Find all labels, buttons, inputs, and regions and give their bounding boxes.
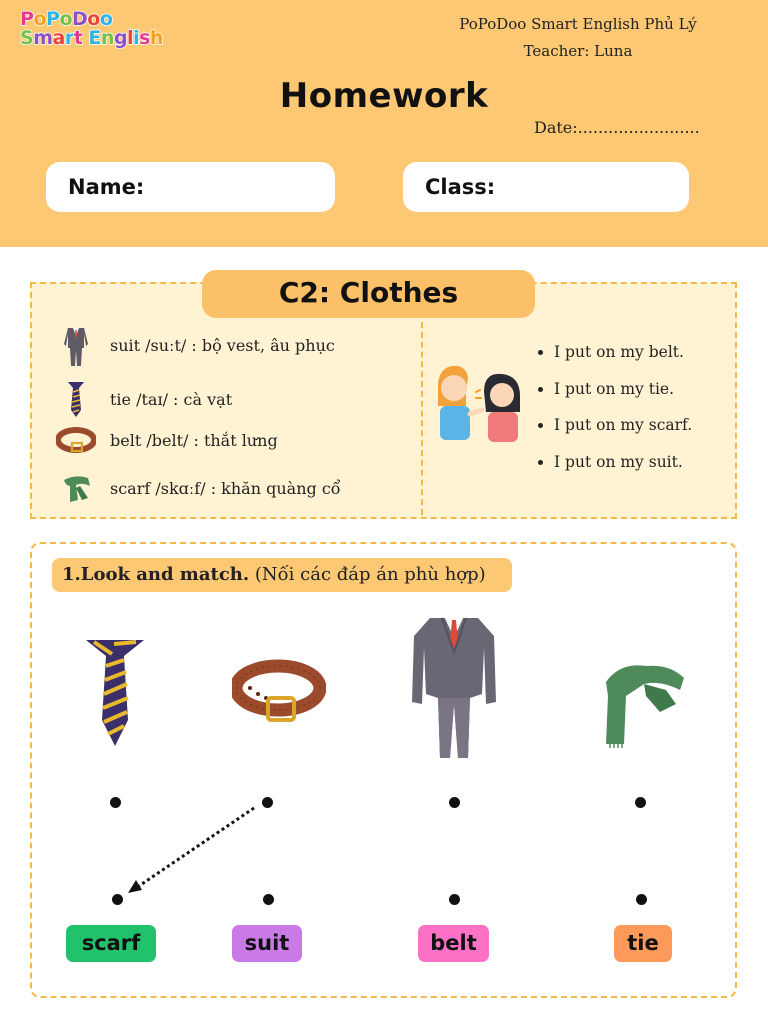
- word-tie[interactable]: [614, 925, 672, 962]
- name-label: Name:: [68, 175, 145, 199]
- logo-letter: t: [73, 27, 83, 49]
- logo-letter: o: [59, 8, 72, 30]
- logo-letter: i: [133, 27, 140, 49]
- tie-icon: [54, 378, 98, 420]
- school-info: [428, 11, 728, 65]
- word-belt[interactable]: [418, 925, 489, 962]
- class-label: Class:: [425, 175, 496, 199]
- logo-letter: o: [33, 8, 46, 30]
- logo-letter: E: [88, 27, 101, 49]
- logo-letter: a: [52, 27, 65, 49]
- vocab-item-scarf: [54, 467, 414, 509]
- exercise-title: [52, 558, 512, 592]
- match-dot-top-belt[interactable]: [262, 797, 273, 808]
- suit-icon: [54, 324, 98, 366]
- exercise-title-bold: 1.Look and match.: [62, 564, 250, 585]
- class-field[interactable]: [403, 162, 689, 212]
- logo-letter: P: [20, 8, 34, 30]
- scarf-picture: [600, 660, 686, 748]
- logo: [20, 10, 163, 48]
- word-scarf[interactable]: [66, 925, 156, 962]
- kids-talking-picture: [432, 362, 524, 446]
- match-dot-top-tie[interactable]: [110, 797, 121, 808]
- word-scarf-label: scarf: [81, 931, 141, 955]
- date-field: Date:........................: [534, 118, 700, 137]
- match-dot-bottom-belt[interactable]: [449, 894, 460, 905]
- logo-letter: o: [87, 8, 100, 30]
- example-sentences: [534, 340, 692, 486]
- teacher-name: Teacher: Luna: [523, 42, 633, 60]
- vocab-tie-text: tie /taɪ/ : cà vạt: [110, 389, 233, 409]
- match-dot-bottom-suit[interactable]: [263, 894, 274, 905]
- word-belt-label: belt: [430, 931, 477, 955]
- sentence-item: • I put on my suit.: [554, 450, 692, 487]
- name-field[interactable]: [46, 162, 335, 212]
- logo-letter: P: [46, 8, 60, 30]
- word-suit[interactable]: [232, 925, 302, 962]
- vocab-item-tie: [54, 378, 414, 420]
- page-title: Homework: [279, 76, 489, 116]
- vocab-belt-text: belt /belt/ : thắt lưng: [110, 430, 278, 450]
- belt-icon: [54, 419, 98, 461]
- logo-letter: D: [72, 8, 88, 30]
- exercise-title-instruction: (Nối các đáp án phù hợp): [249, 564, 486, 585]
- vocab-suit-text: suit /suːt/ : bộ vest, âu phục: [110, 335, 335, 355]
- header-band: [0, 0, 768, 247]
- logo-line-smart-english: [20, 29, 163, 48]
- match-dot-bottom-scarf[interactable]: [112, 894, 123, 905]
- match-dot-bottom-tie[interactable]: [636, 894, 647, 905]
- logo-letter: s: [139, 27, 150, 49]
- logo-letter: S: [20, 27, 34, 49]
- sentence-item: • I put on my tie.: [554, 377, 692, 414]
- word-tie-label: tie: [627, 931, 659, 955]
- scarf-icon: [54, 467, 98, 509]
- sentence-item: • I put on my scarf.: [554, 413, 692, 450]
- logo-letter: m: [33, 27, 53, 49]
- word-suit-label: suit: [244, 931, 290, 955]
- suit-picture: [412, 612, 496, 760]
- vocab-scarf-text: scarf /skɑːf/ : khăn quàng cổ: [110, 478, 341, 498]
- vocabulary-divider: [421, 322, 423, 515]
- logo-letter: o: [99, 8, 113, 30]
- match-dot-top-suit[interactable]: [449, 797, 460, 808]
- logo-letter: g: [113, 27, 128, 49]
- belt-picture: [232, 658, 326, 726]
- unit-title: C2: Clothes: [202, 270, 535, 318]
- logo-letter: r: [64, 27, 74, 49]
- logo-letter: n: [100, 27, 114, 49]
- match-dot-top-scarf[interactable]: [635, 797, 646, 808]
- vocab-item-belt: [54, 419, 414, 461]
- school-name: PoPoDoo Smart English Phủ Lý: [459, 15, 697, 33]
- logo-letter: h: [149, 27, 163, 49]
- vocab-item-suit: [54, 324, 414, 366]
- logo-letter: l: [127, 27, 134, 49]
- sentence-item: • I put on my belt.: [554, 340, 692, 377]
- tie-picture: [84, 636, 146, 748]
